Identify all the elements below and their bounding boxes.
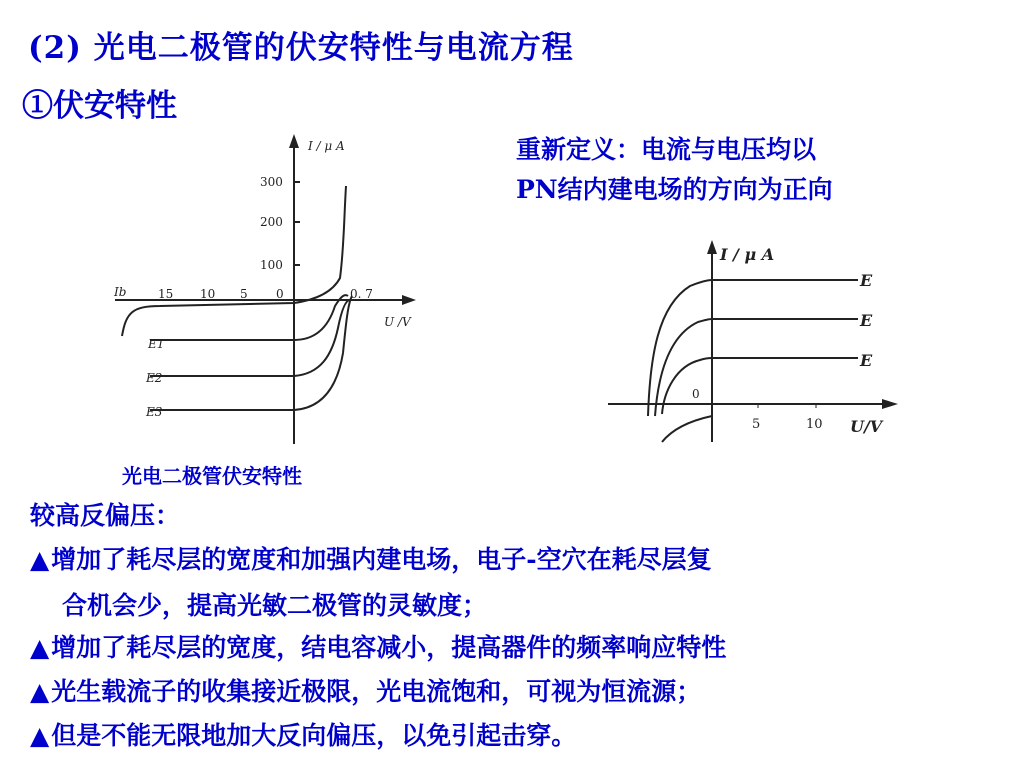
right-x-tick-5: 5	[752, 417, 761, 432]
left-iv-chart	[100, 128, 430, 448]
left-curve-e1	[150, 295, 348, 340]
right-curve-label-2: E	[860, 311, 873, 330]
left-curve-label-e3: E3	[146, 405, 163, 419]
bullet-triangle-icon: ▲	[30, 633, 50, 662]
left-y-tick-100: 100	[260, 258, 283, 272]
right-curve-e3	[662, 358, 858, 414]
left-x-axis-label: U /V	[384, 315, 411, 329]
right-dark-curve	[662, 416, 712, 442]
bullet-item-1-line2: 合机会少，提高光敏二极管的灵敏度；	[62, 591, 488, 620]
left-curve-e3	[150, 296, 352, 410]
left-y-tick-200: 200	[260, 215, 283, 229]
bullet-triangle-icon: ▲	[30, 545, 50, 574]
bullet-item-3	[30, 672, 701, 708]
left-curve-label-e1: E1	[148, 337, 165, 351]
bullet-item-2	[30, 628, 726, 664]
right-origin-label: 0	[692, 387, 700, 401]
right-y-axis-label: I / μ A	[720, 245, 775, 264]
left-x-tick-5: 5	[240, 287, 248, 301]
left-dark-current-label: Ib	[114, 285, 127, 299]
right-iv-chart	[600, 236, 910, 446]
left-x-tick-0.7: 0. 7	[350, 287, 373, 301]
left-x-tick-0: 0	[276, 287, 284, 301]
bullet-item-4	[30, 716, 576, 752]
right-curve-e1	[648, 280, 858, 416]
bullet-item-1-line1: 增加了耗尽层的宽度和加强内建电场，电子-空穴在耗尽层复	[51, 545, 712, 574]
left-y-axis-label: I / μ A	[308, 139, 345, 153]
definition-note-line1: 重新定义：电流与电压均以	[516, 135, 817, 164]
definition-note-line2: PN结内建电场的方向为正向	[516, 175, 833, 204]
bullet-item-4-text: 但是不能无限地加大反向偏压，以免引起击穿。	[51, 721, 577, 750]
right-y-arrow	[707, 240, 717, 254]
left-y-arrow	[289, 134, 299, 148]
bullet-item-1	[30, 540, 712, 576]
bullet-item-2-text: 增加了耗尽层的宽度，结电容减小，提高器件的频率响应特性	[51, 633, 727, 662]
bullet-triangle-icon: ▲	[30, 677, 50, 706]
right-x-axis-label: U/V	[850, 417, 883, 436]
section-subtitle: ①伏安特性	[22, 88, 177, 124]
left-chart-caption: 光电二极管伏安特性	[122, 464, 302, 488]
left-dark-curve	[122, 186, 346, 336]
page-title: (2) 光电二极管的伏安特性与电流方程	[28, 30, 574, 66]
bullet-triangle-icon: ▲	[30, 721, 50, 750]
body-heading: 较高反偏压：	[30, 501, 181, 530]
left-x-arrow	[402, 295, 416, 305]
right-x-arrow	[882, 399, 898, 409]
right-curve-label-1: E	[860, 271, 873, 290]
right-curve-label-3: E	[860, 351, 873, 370]
left-curve-e2	[150, 300, 350, 376]
left-curve-label-e2: E2	[146, 371, 163, 385]
left-y-tick-300: 300	[260, 175, 283, 189]
right-x-tick-10: 10	[806, 417, 823, 432]
bullet-item-3-text: 光生载流子的收集接近极限，光电流饱和，可视为恒流源；	[51, 677, 702, 706]
left-x-tick-15: 15	[158, 287, 174, 301]
left-x-tick-10: 10	[200, 287, 216, 301]
